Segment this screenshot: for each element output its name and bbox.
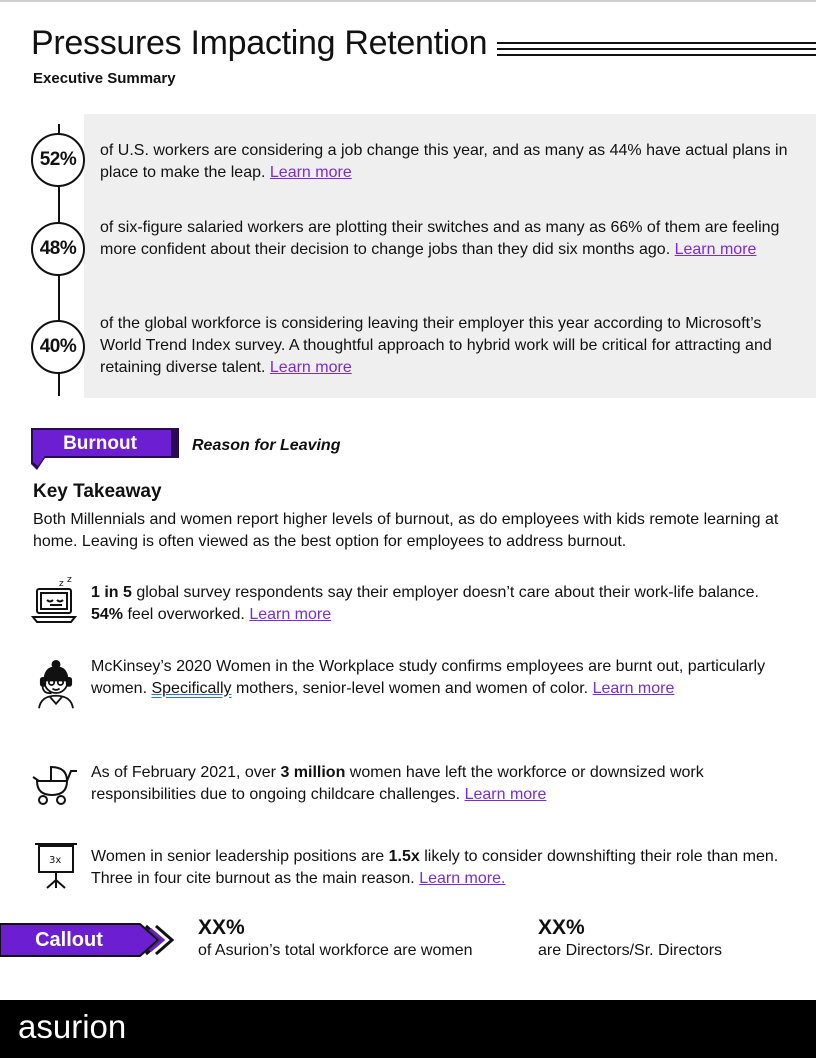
callout-stat-value: XX%	[538, 916, 585, 939]
asurion-logo: asurion	[18, 1008, 127, 1045]
item-body: Women in senior leadership positions are	[91, 848, 389, 865]
stat-circle: 52%	[31, 133, 85, 187]
stroller-icon	[31, 757, 81, 807]
top-divider	[0, 0, 816, 2]
title-rule-top	[497, 42, 816, 44]
learn-more-link[interactable]: Learn more	[674, 241, 757, 258]
svg-text:z: z	[59, 579, 64, 589]
stat-text	[100, 313, 790, 379]
item-bold: 3 million	[280, 764, 346, 781]
item-body: mothers, senior-level women and women of color.	[231, 680, 593, 697]
stat-circle: 48%	[31, 222, 85, 276]
key-takeaway-text: Both Millennials and women report higher levels of burnout, as do employees with kids remote learning at home. Leaving is often viewed as the best option for employees to address burnout.	[33, 511, 779, 550]
learn-more-link[interactable]: Learn more	[269, 359, 352, 376]
learn-more-link[interactable]: Learn more	[269, 164, 352, 181]
item-body: As of February 2021, over	[91, 764, 281, 781]
item-bold: 1 in 5	[91, 584, 132, 601]
burnout-item	[91, 656, 781, 700]
stat-body: of six-figure salaried workers are plotting their switches and as many as 66% of them are feeling more confident about their decision to change jobs than they did six months ago.	[100, 219, 780, 258]
burnout-item	[91, 582, 781, 626]
stat-body: of the global workforce is considering leaving their employer this year according to Microsoft’s World Trend Index survey. A thoughtful approach to hybrid work will be critical for attracting and retaining diverse talent.	[100, 315, 772, 376]
item-bold: 54%	[91, 606, 124, 623]
key-takeaway-title: Key Takeaway	[33, 481, 162, 502]
burnout-item	[91, 762, 781, 806]
woman-headset-icon	[31, 660, 81, 710]
learn-more-link[interactable]: Learn more	[464, 786, 547, 803]
svg-text:z: z	[67, 575, 72, 585]
learn-more-link[interactable]: Learn more	[249, 606, 332, 623]
stat-body: of U.S. workers are considering a job change this year, and as many as 44% have actual plans in place to make the leap.	[100, 142, 788, 181]
item-body: likely to consider downshifting their role than men. Three in four cite burnout as the main reason.	[91, 848, 779, 887]
item-body: women have left the workforce or downsized work responsibilities due to ongoing childcare challenges.	[91, 764, 704, 803]
presentation-board-icon	[31, 840, 81, 890]
title-rule-bottom	[497, 54, 816, 56]
stat-circle: 40%	[31, 320, 85, 374]
board-label: 3x	[49, 855, 62, 866]
item-body: global survey respondents say their employer doesn’t care about their work-life balance.	[131, 584, 759, 601]
stat-text	[100, 140, 790, 184]
callout-stat-caption: are Directors/Sr. Directors	[538, 942, 723, 959]
burnout-tag-label: Burnout	[63, 433, 137, 454]
learn-more-link[interactable]: Learn more	[592, 680, 675, 697]
spellcheck-flagged-word: Specifically	[151, 680, 232, 697]
stat-text	[100, 217, 790, 261]
item-body: McKinsey’s 2020 Women in the Workplace study confirms employees are burnt out, particularly women.	[91, 658, 766, 697]
sleepy-laptop-icon	[31, 575, 81, 625]
page-title: Pressures Impacting Retention	[31, 24, 488, 62]
callout-stat-value: XX%	[198, 916, 245, 939]
title-rule-middle	[497, 48, 816, 50]
callout-stat-caption: of Asurion’s total workforce are women	[198, 942, 473, 959]
page-subtitle: Executive Summary	[33, 70, 176, 87]
callout-label: Callout	[35, 929, 103, 951]
burnout-item	[91, 846, 781, 890]
item-body: feel overworked.	[123, 606, 250, 623]
item-bold: 1.5x	[388, 848, 420, 865]
learn-more-link[interactable]: Learn more.	[419, 870, 506, 887]
reason-label: Reason for Leaving	[192, 437, 341, 454]
